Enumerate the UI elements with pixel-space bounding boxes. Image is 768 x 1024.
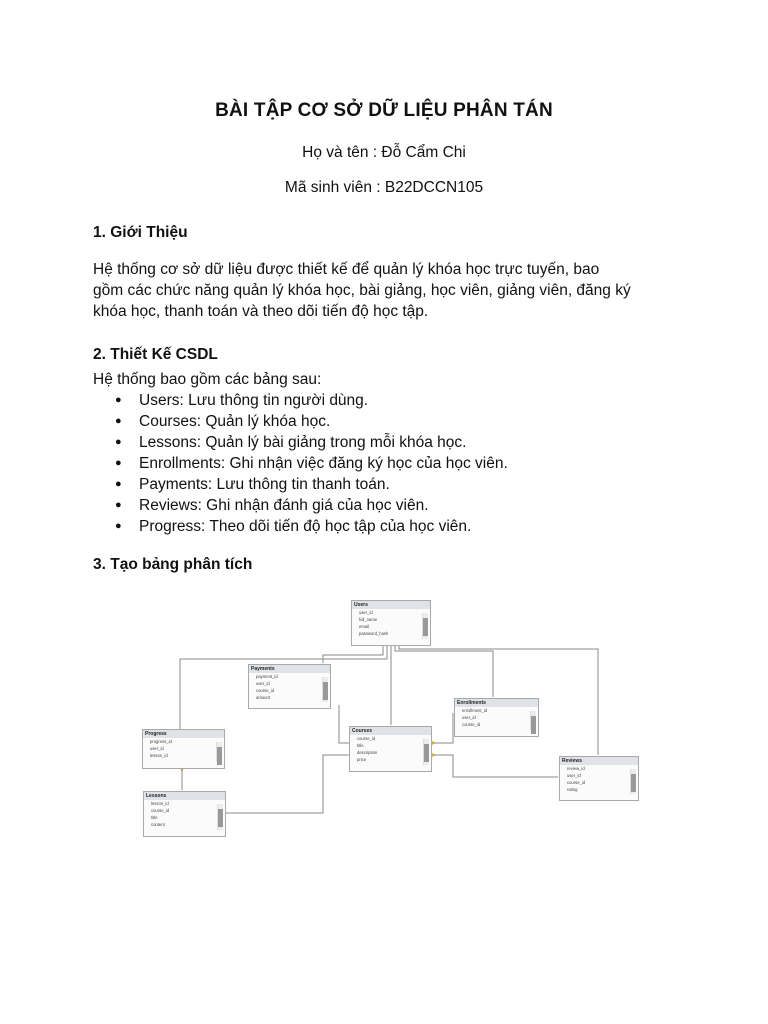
table-column: title <box>357 743 364 748</box>
list-item: ● Payments: Lưu thông tin thanh toán. <box>93 474 508 495</box>
table-column: review_id <box>567 766 585 771</box>
table-column: full_name <box>359 617 378 622</box>
table-column: course_id <box>151 808 170 813</box>
table-column: user_id <box>462 715 476 720</box>
table-column: course_id <box>256 688 275 693</box>
table-header: Courses <box>350 727 431 735</box>
table-header: Reviews <box>560 757 638 765</box>
section1-heading: 1. Giới Thiệu <box>93 224 188 241</box>
document-title: BÀI TẬP CƠ SỞ DỮ LIỆU PHÂN TÁN <box>215 100 553 121</box>
section3-heading: 3. Tạo bảng phân tích <box>93 556 253 573</box>
list-item: ● Users: Lưu thông tin người dùng. <box>93 390 508 411</box>
scrollbar <box>530 711 536 730</box>
table-column: user_id <box>256 681 270 686</box>
users-table <box>351 600 431 646</box>
table-header: Progress <box>143 730 224 738</box>
table-column: lesson_id <box>150 753 168 758</box>
table-column: user_id <box>567 773 581 778</box>
table-header: Enrollments <box>455 699 538 707</box>
scrollbar <box>322 677 328 702</box>
section2-intro: Hệ thống bao gồm các bảng sau: <box>93 371 322 388</box>
table-column: payment_id <box>256 674 278 679</box>
reviews-table <box>559 756 639 801</box>
er-diagram <box>93 585 676 857</box>
enrollments-table <box>454 698 539 737</box>
table-column: course_id <box>462 722 481 727</box>
table-column: password_hash <box>359 631 389 636</box>
table-header: Users <box>352 601 430 609</box>
list-item: ● Enrollments: Ghi nhận việc đăng ký học của học viên. <box>93 453 508 474</box>
table-column: user_id <box>150 746 164 751</box>
table-column: course_id <box>567 780 586 785</box>
scrollbar <box>630 769 636 794</box>
student-id-line: Mã sinh viên : B22DCCN105 <box>284 179 484 196</box>
section1-paragraph <box>93 259 693 322</box>
table-header: Lessons <box>144 792 225 800</box>
table-column: price <box>357 757 367 762</box>
table-column: lesson_id <box>151 801 169 806</box>
list-item: ● Progress: Theo dõi tiến độ học tập của học viên. <box>93 516 508 537</box>
section2-heading: 2. Thiết Kế CSDL <box>93 346 218 363</box>
progress-table <box>142 729 225 769</box>
table-column: email <box>359 624 370 629</box>
list-item: ● Courses: Quản lý khóa học. <box>93 411 508 432</box>
table-column: title <box>151 815 158 820</box>
list-item: ● Reviews: Ghi nhận đánh giá của học viên. <box>93 495 508 516</box>
scrollbar <box>423 739 429 765</box>
table-column: amount <box>256 695 270 700</box>
table-column: description <box>357 750 378 755</box>
table-column: enrollment_id <box>462 708 488 713</box>
scrollbar <box>217 804 223 830</box>
scrollbar <box>422 613 428 639</box>
section1-line: gồm các chức năng quản lý khóa học, bài giảng, học viên, giảng viên, đăng ký <box>93 282 631 299</box>
scrollbar <box>216 742 222 762</box>
table-list <box>93 390 508 537</box>
table-column: course_id <box>357 736 376 741</box>
courses-table <box>349 726 432 772</box>
table-column: rating <box>567 787 578 792</box>
lessons-table <box>143 791 226 837</box>
payments-table <box>248 664 331 709</box>
section1-line: Hệ thống cơ sở dữ liệu được thiết kế để quản lý khóa học trực tuyến, bao <box>93 261 600 278</box>
section1-line: khóa học, thanh toán và theo dõi tiến độ học tập. <box>93 303 429 320</box>
table-header: Payments <box>249 665 330 673</box>
table-column: progress_id <box>150 739 172 744</box>
table-column: content <box>151 822 165 827</box>
author-line: Họ và tên : Đỗ Cẩm Chi <box>302 144 466 161</box>
table-column: user_id <box>359 610 373 615</box>
list-item: ● Lessons: Quản lý bài giảng trong mỗi khóa học. <box>93 432 508 453</box>
